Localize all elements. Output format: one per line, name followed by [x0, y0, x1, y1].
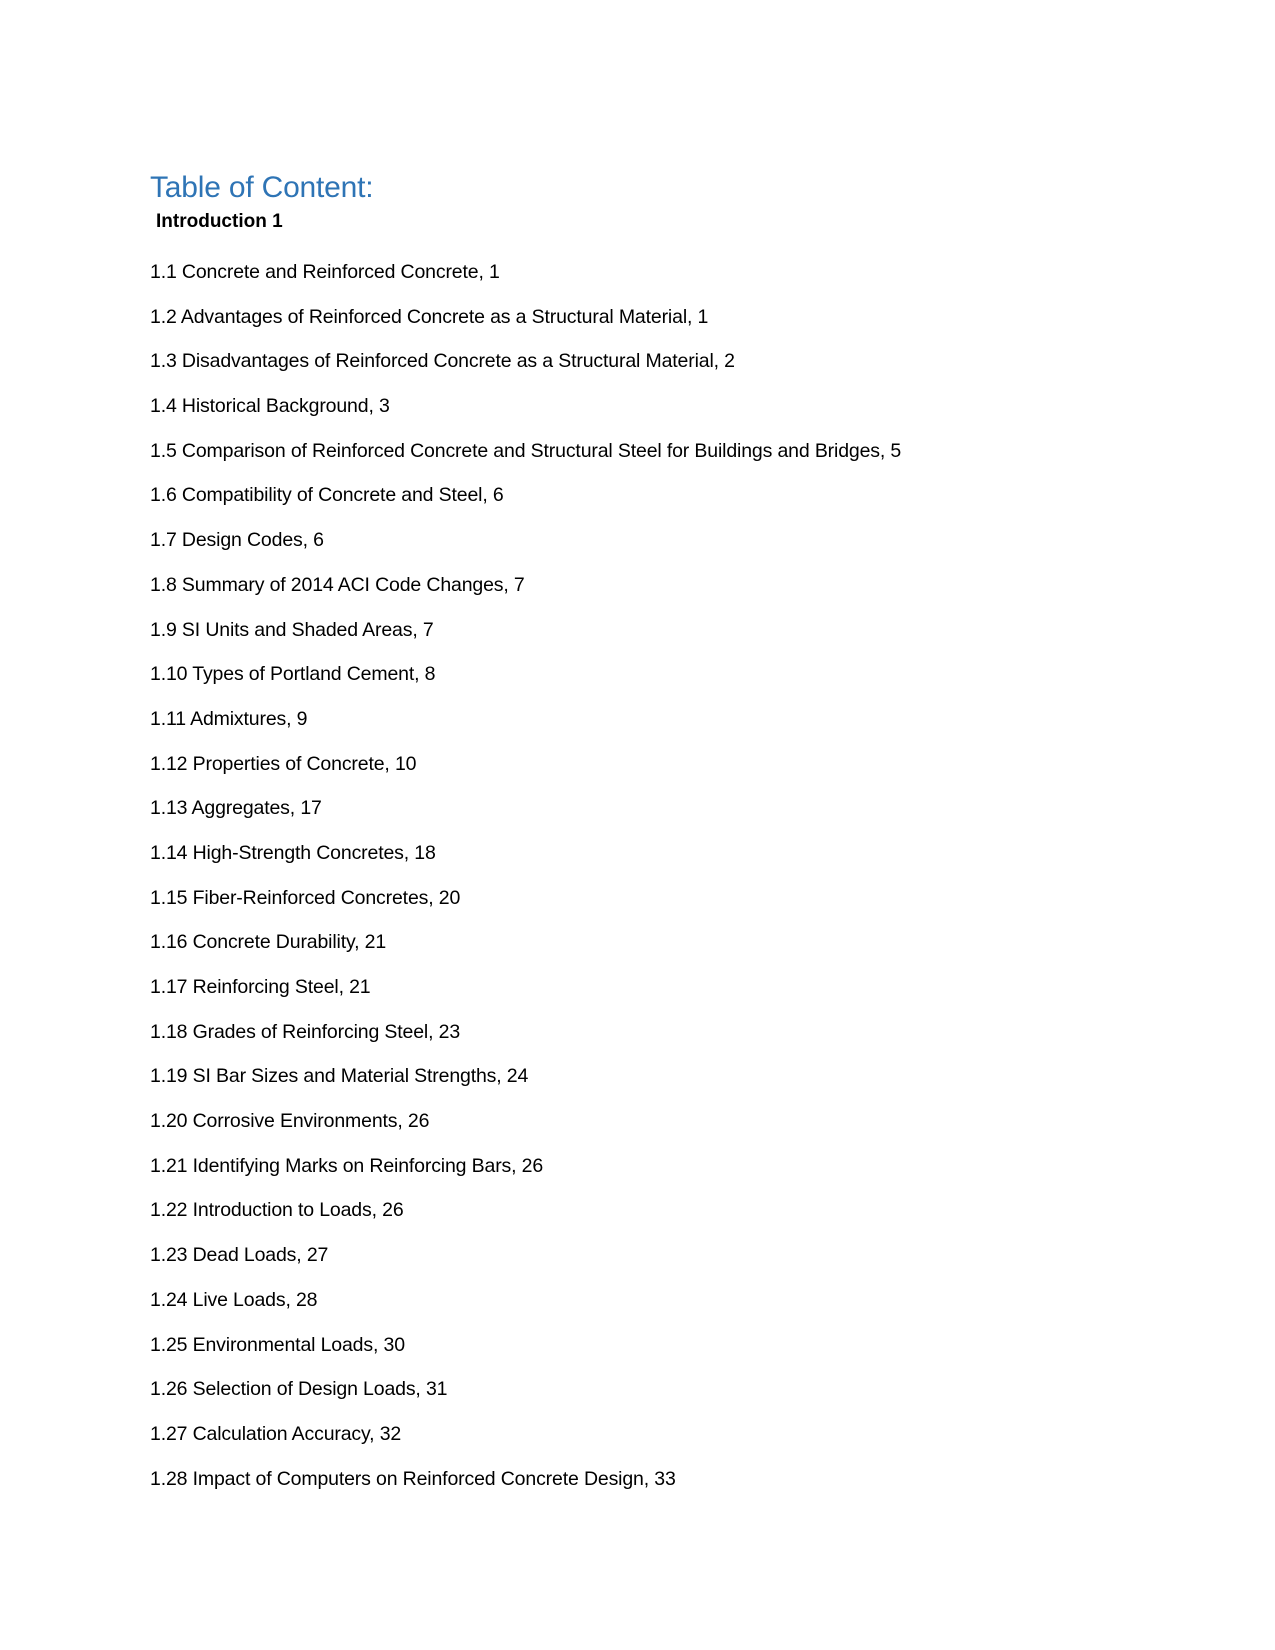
toc-entry: 1.22 Introduction to Loads, 26 — [150, 1199, 404, 1222]
toc-entry: 1.19 SI Bar Sizes and Material Strengths, 24 — [150, 1065, 529, 1088]
toc-entry: 1.17 Reinforcing Steel, 21 — [150, 976, 371, 998]
toc-entry: 1.5 Comparison of Reinforced Concrete and Structural Steel for Buildings and Bridges, 5 — [150, 439, 902, 462]
toc-title: Table of Content: — [150, 171, 374, 204]
toc-entry: 1.15 Fiber-Reinforced Concretes, 20 — [150, 886, 461, 909]
toc-entry: 1.8 Summary of 2014 ACI Code Changes, 7 — [150, 573, 525, 596]
toc-entry: 1.4 Historical Background, 3 — [150, 395, 390, 418]
toc-entry: 1.26 Selection of Design Loads, 31 — [150, 1378, 448, 1401]
toc-entry: 1.13 Aggregates, 17 — [150, 797, 322, 820]
toc-entry: 1.10 Types of Portland Cement, 8 — [150, 663, 436, 686]
toc-list — [150, 250, 1150, 1501]
toc-entry: 1.14 High-Strength Concretes, 18 — [150, 841, 436, 864]
toc-entry: 1.16 Concrete Durability, 21 — [150, 931, 387, 954]
toc-entry: 1.3 Disadvantages of Reinforced Concrete as a Structural Material, 2 — [150, 350, 735, 373]
toc-entry: 1.27 Calculation Accuracy, 32 — [150, 1422, 402, 1445]
toc-entry: 1.21 Identifying Marks on Reinforcing Bars, 26 — [150, 1154, 544, 1177]
toc-entry: 1.23 Dead Loads, 27 — [150, 1244, 329, 1267]
toc-entry: 1.25 Environmental Loads, 30 — [150, 1333, 405, 1356]
toc-entry: 1.12 Properties of Concrete, 10 — [150, 752, 417, 775]
toc-entry: 1.7 Design Codes, 6 — [150, 529, 324, 552]
toc-entry: 1.28 Impact of Computers on Reinforced Concrete Design, 33 — [150, 1467, 676, 1490]
toc-entry: 1.20 Corrosive Environments, 26 — [150, 1110, 430, 1133]
toc-entry: 1.1 Concrete and Reinforced Concrete, 1 — [150, 261, 500, 283]
toc-entry: 1.24 Live Loads, 28 — [150, 1288, 318, 1311]
toc-container — [150, 170, 1150, 1501]
chapter-heading: Introduction 1 — [156, 211, 283, 232]
toc-entry: 1.2 Advantages of Reinforced Concrete as a Structural Material, 1 — [150, 305, 709, 328]
toc-entry: 1.6 Compatibility of Concrete and Steel, 6 — [150, 484, 504, 507]
toc-entry: 1.9 SI Units and Shaded Areas, 7 — [150, 618, 434, 641]
toc-entry: 1.18 Grades of Reinforcing Steel, 23 — [150, 1020, 461, 1043]
toc-entry: 1.11 Admixtures, 9 — [150, 707, 308, 730]
